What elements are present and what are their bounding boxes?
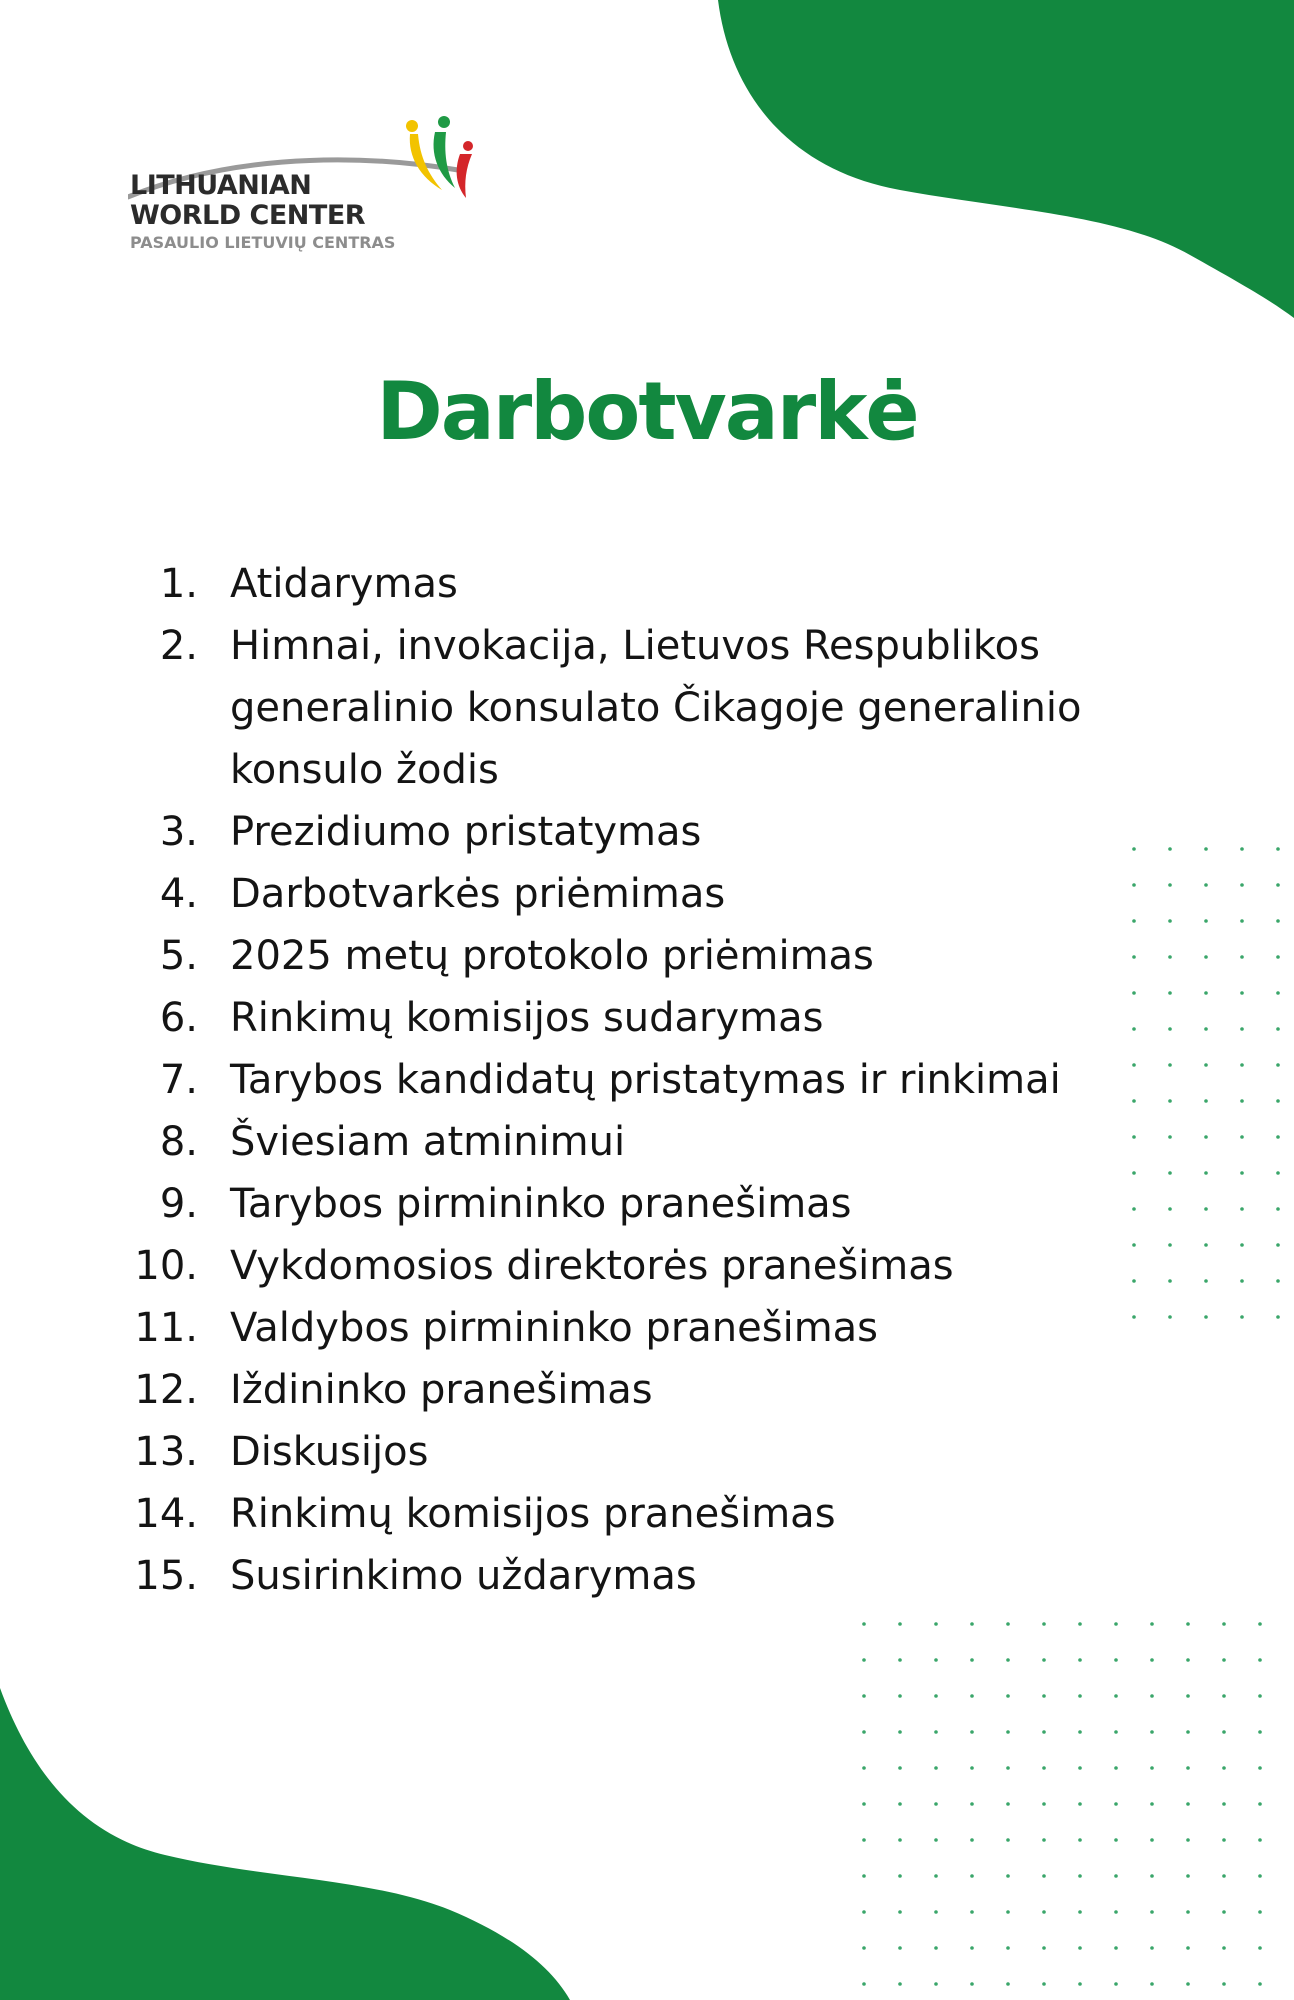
dot: [1006, 1910, 1010, 1914]
agenda-item: [0, 863, 1294, 925]
dot: [1042, 1946, 1046, 1950]
dot: [1150, 1766, 1154, 1770]
dot: [1042, 1874, 1046, 1878]
dot: [1078, 1730, 1082, 1734]
dot: [1258, 1910, 1262, 1914]
dot: [1006, 1838, 1010, 1842]
agenda-item-number: 11.: [134, 1305, 198, 1351]
dot: [1186, 1946, 1190, 1950]
dot: [934, 1838, 938, 1842]
dot: [970, 1910, 974, 1914]
dot: [898, 1622, 902, 1626]
dot: [1258, 1694, 1262, 1698]
dot: [970, 1802, 974, 1806]
dot: [1114, 1838, 1118, 1842]
bottom-left-green-wave: [0, 1660, 620, 2000]
agenda-item-text: Prezidiumo pristatymas: [230, 809, 702, 855]
agenda-item-text: Darbotvarkės priėmimas: [230, 871, 726, 917]
dot: [1078, 1622, 1082, 1626]
dot: [934, 1802, 938, 1806]
dot: [1150, 1658, 1154, 1662]
dot: [1186, 1622, 1190, 1626]
page-title: Darbotvarkė: [376, 365, 918, 458]
dot: [1150, 1946, 1154, 1950]
dot: [1114, 1622, 1118, 1626]
agenda-item-text: Tarybos pirmininko pranešimas: [230, 1181, 852, 1227]
dot: [898, 1694, 902, 1698]
agenda-item-text: Valdybos pirmininko pranešimas: [230, 1305, 879, 1351]
logo-text-line1: LITHUANIAN: [130, 170, 312, 201]
dot: [1222, 1982, 1226, 1986]
agenda-item-number: 4.: [159, 871, 198, 917]
dot: [1006, 1766, 1010, 1770]
dot: [1042, 1802, 1046, 1806]
agenda-item: [0, 987, 1294, 1049]
dot: [898, 1730, 902, 1734]
dot: [1114, 1874, 1118, 1878]
dot: [1258, 1982, 1262, 1986]
dot: [1186, 1730, 1190, 1734]
dot: [862, 1910, 866, 1914]
dot: [862, 1802, 866, 1806]
dot: [1006, 1622, 1010, 1626]
agenda-item: [0, 1359, 1294, 1421]
dot: [1150, 1802, 1154, 1806]
dot: [898, 1910, 902, 1914]
dot: [1222, 1874, 1226, 1878]
dot: [1186, 1766, 1190, 1770]
dot: [1042, 1694, 1046, 1698]
dot: [1114, 1946, 1118, 1950]
agenda-item: [0, 925, 1294, 987]
dot: [1258, 1766, 1262, 1770]
agenda-item-number: 1.: [159, 561, 198, 607]
dot: [1258, 1838, 1262, 1842]
agenda-item: [0, 801, 1294, 863]
dancing-figures-logo-icon: [390, 112, 490, 212]
dot: [1078, 1910, 1082, 1914]
dot: [1222, 1802, 1226, 1806]
agenda-item-text: Tarybos kandidatų pristatymas ir rinkimai: [230, 1057, 1061, 1103]
dot: [934, 1766, 938, 1770]
dot: [1258, 1802, 1262, 1806]
dot: [1150, 1982, 1154, 1986]
dot: [1222, 1658, 1226, 1662]
agenda-item-number: 12.: [134, 1367, 198, 1413]
dot: [1114, 1766, 1118, 1770]
logo-text-line3: PASAULIO LIETUVIŲ CENTRAS: [130, 233, 396, 252]
dot: [1042, 1910, 1046, 1914]
dot: [970, 1838, 974, 1842]
dot: [898, 1838, 902, 1842]
dot: [1186, 1874, 1190, 1878]
dot: [1150, 1910, 1154, 1914]
dot: [1006, 1694, 1010, 1698]
dot: [1042, 1622, 1046, 1626]
dot: [1186, 1658, 1190, 1662]
dot: [934, 1730, 938, 1734]
dot: [898, 1946, 902, 1950]
agenda-item-number: 13.: [134, 1429, 198, 1475]
dot: [934, 1694, 938, 1698]
agenda-item-number: 10.: [134, 1243, 198, 1289]
dot: [862, 1694, 866, 1698]
dot: [1222, 1838, 1226, 1842]
dot: [1150, 1694, 1154, 1698]
agenda-item-text: Atidarymas: [230, 561, 458, 607]
dot: [970, 1622, 974, 1626]
agenda-item-number: 8.: [159, 1119, 198, 1165]
dot: [970, 1982, 974, 1986]
dot: [862, 1766, 866, 1770]
agenda-item-number: 14.: [134, 1491, 198, 1537]
dot: [1258, 1874, 1262, 1878]
dot: [1006, 1946, 1010, 1950]
agenda-item: [0, 553, 1294, 615]
dot: [1078, 1802, 1082, 1806]
dot: [970, 1946, 974, 1950]
dot: [1114, 1730, 1118, 1734]
agenda-item: [0, 1235, 1294, 1297]
dot: [934, 1658, 938, 1662]
dot: [1078, 1982, 1082, 1986]
dot: [1006, 1874, 1010, 1878]
agenda-list: [0, 553, 1294, 1607]
dot: [1222, 1910, 1226, 1914]
dot: [1042, 1658, 1046, 1662]
dot: [1222, 1730, 1226, 1734]
dot: [1114, 1910, 1118, 1914]
agenda-item-number: 3.: [159, 809, 198, 855]
dot: [898, 1802, 902, 1806]
dot: [970, 1730, 974, 1734]
agenda-item-text: Rinkimų komisijos sudarymas: [230, 995, 824, 1041]
dot: [898, 1874, 902, 1878]
dot: [1150, 1730, 1154, 1734]
dot: [1222, 1766, 1226, 1770]
agenda-item: [0, 1049, 1294, 1111]
dot: [862, 1658, 866, 1662]
agenda-item-text: Vykdomosios direktorės pranešimas: [230, 1243, 954, 1289]
dot: [898, 1658, 902, 1662]
dot: [1114, 1982, 1118, 1986]
dot: [1150, 1874, 1154, 1878]
agenda-item-text: Susirinkimo uždarymas: [230, 1553, 697, 1599]
dot: [1258, 1658, 1262, 1662]
dot-pattern-bottom: [860, 1620, 1294, 2000]
dot: [862, 1838, 866, 1842]
dot: [934, 1622, 938, 1626]
dot: [1042, 1766, 1046, 1770]
dot: [1078, 1874, 1082, 1878]
agenda-item: [0, 1483, 1294, 1545]
dot: [1078, 1838, 1082, 1842]
dot: [1186, 1694, 1190, 1698]
logo-text-line2: WORLD CENTER: [130, 200, 366, 231]
dot: [1006, 1658, 1010, 1662]
dot: [1042, 1730, 1046, 1734]
dot: [934, 1874, 938, 1878]
dot: [1006, 1982, 1010, 1986]
dot: [1258, 1622, 1262, 1626]
dot: [934, 1982, 938, 1986]
dot: [1222, 1946, 1226, 1950]
dot: [970, 1694, 974, 1698]
dot: [898, 1766, 902, 1770]
agenda-item: [0, 1545, 1294, 1607]
agenda-item: [0, 1421, 1294, 1483]
dot: [862, 1874, 866, 1878]
dot: [970, 1658, 974, 1662]
dot: [862, 1622, 866, 1626]
agenda-item-number: 6.: [159, 995, 198, 1041]
agenda-item: [0, 1111, 1294, 1173]
dot: [1078, 1658, 1082, 1662]
agenda-item-text: Šviesiam atminimui: [230, 1119, 626, 1165]
dot: [1042, 1838, 1046, 1842]
dot: [1186, 1802, 1190, 1806]
agenda-item: [0, 615, 1294, 801]
dot: [898, 1982, 902, 1986]
dot: [862, 1982, 866, 1986]
agenda-item-text: Rinkimų komisijos pranešimas: [230, 1491, 836, 1537]
agenda-item-number: 9.: [159, 1181, 198, 1227]
agenda-item: [0, 1173, 1294, 1235]
dot: [934, 1910, 938, 1914]
agenda-item-text: 2025 metų protokolo priėmimas: [230, 933, 874, 979]
dot: [862, 1730, 866, 1734]
dot: [1042, 1982, 1046, 1986]
agenda-item: [0, 1297, 1294, 1359]
dot: [1186, 1982, 1190, 1986]
dot: [862, 1946, 866, 1950]
dot: [1078, 1766, 1082, 1770]
dot: [1150, 1838, 1154, 1842]
dot: [1114, 1658, 1118, 1662]
dot: [970, 1874, 974, 1878]
dot: [1258, 1946, 1262, 1950]
dot: [1078, 1946, 1082, 1950]
agenda-item-text: Iždininko pranešimas: [230, 1367, 653, 1413]
dot: [1114, 1802, 1118, 1806]
agenda-item-number: 2.: [159, 623, 198, 669]
dot: [1222, 1622, 1226, 1626]
dot: [1150, 1622, 1154, 1626]
dot: [1006, 1802, 1010, 1806]
lithuanian-world-center-logo: [128, 112, 488, 252]
agenda-item-number: 5.: [159, 933, 198, 979]
dot: [970, 1766, 974, 1770]
dot: [1258, 1730, 1262, 1734]
agenda-item-text: Himnai, invokacija, Lietuvos Respublikos generalinio konsulato Čikagoje generalinio konsulo žodis: [230, 623, 1082, 793]
dot: [1186, 1910, 1190, 1914]
dot: [1006, 1730, 1010, 1734]
dot: [1186, 1838, 1190, 1842]
agenda-item-number: 7.: [159, 1057, 198, 1103]
agenda-item-text: Diskusijos: [230, 1429, 429, 1475]
agenda-item-number: 15.: [134, 1553, 198, 1599]
dot: [1114, 1694, 1118, 1698]
dot: [1222, 1694, 1226, 1698]
dot: [1078, 1694, 1082, 1698]
dot: [934, 1946, 938, 1950]
